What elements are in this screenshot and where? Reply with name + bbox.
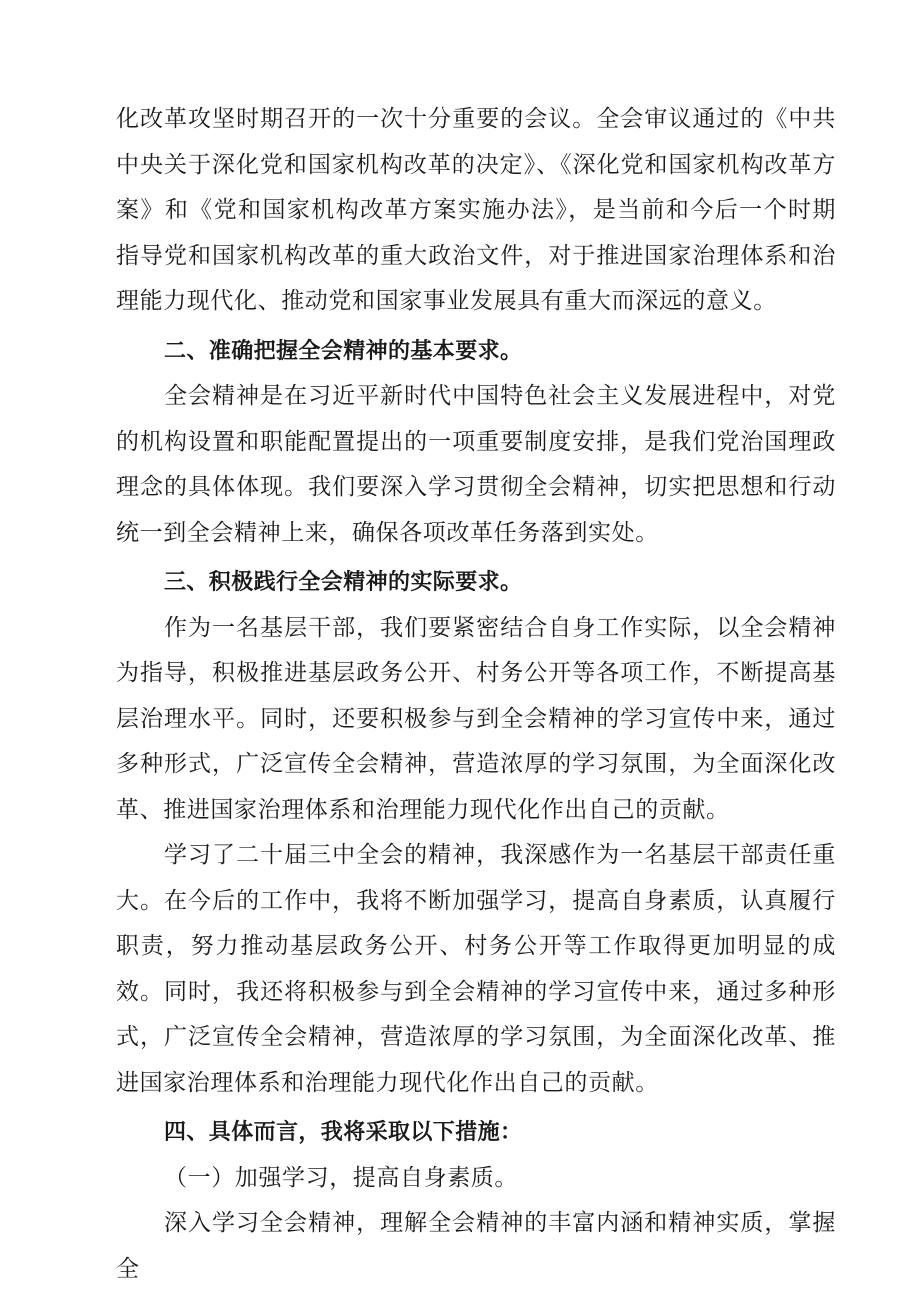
section-heading-2: 二、准确把握全会精神的基本要求。 bbox=[164, 338, 523, 364]
section-heading-3: 三、积极践行全会精神的实际要求。 bbox=[164, 570, 523, 595]
paragraph-intro-continued: 化改革攻坚时期召开的一次十分重要的会议。全会审议通过的《中共中央关于深化党和国家机构改革的决定》、《深化党和国家机构改革方案》和《党和国家机构改革方案实施办法》，是当前和今后一个时期指导党和国家机构改革的重大政治文件，对于推进国家治理体系和治理能力现代化、推动党和国家事业发展具有重大而深远的意义。 bbox=[116, 106, 836, 314]
paragraph-section-3: 作为一名基层干部，我们要紧密结合自身工作实际，以全会精神为指导，积极推进基层政务公开、村务公开等各项工作，不断提高基层治理水平。同时，还要积极参与到全会精神的学习宣传中来，通过多种形式，广泛宣传全会精神，营造浓厚的学习氛围，为全面深化改革、推进国家治理体系和治理能力现代化作出自己的贡献。 bbox=[116, 614, 836, 823]
document-body bbox=[116, 97, 836, 1292]
paragraph-reflection: 学习了二十届三中全会的精神，我深感作为一名基层干部责任重大。在今后的工作中，我将不断加强学习，提高自身素质，认真履行职责，努力推动基层政务公开、村务公开等工作取得更加明显的成效。同时，我还将积极参与到全会精神的学习宣传中来，通过多种形式，广泛宣传全会精神，营造浓厚的学习氛围，为全面深化改革、推进国家治理体系和治理能力现代化作出自己的贡献。 bbox=[116, 842, 836, 1096]
section-heading-4: 四、具体而言，我将采取以下措施： bbox=[164, 1120, 523, 1145]
paragraph-section-2: 全会精神是在习近平新时代中国特色社会主义发展进程中，对党的机构设置和职能配置提出的一项重要制度安排，是我们党治国理政理念的具体体现。我们要深入学习贯彻全会精神，切实把思想和行动统一到全会精神上来，确保各项改革任务落到实处。 bbox=[116, 383, 836, 546]
paragraph-section-4-1: 深入学习全会精神，理解全会精神的丰富内涵和精神实质，掌握全 bbox=[116, 1210, 836, 1282]
subsection-heading-4-1: （一）加强学习，提高自身素质。 bbox=[164, 1164, 518, 1191]
